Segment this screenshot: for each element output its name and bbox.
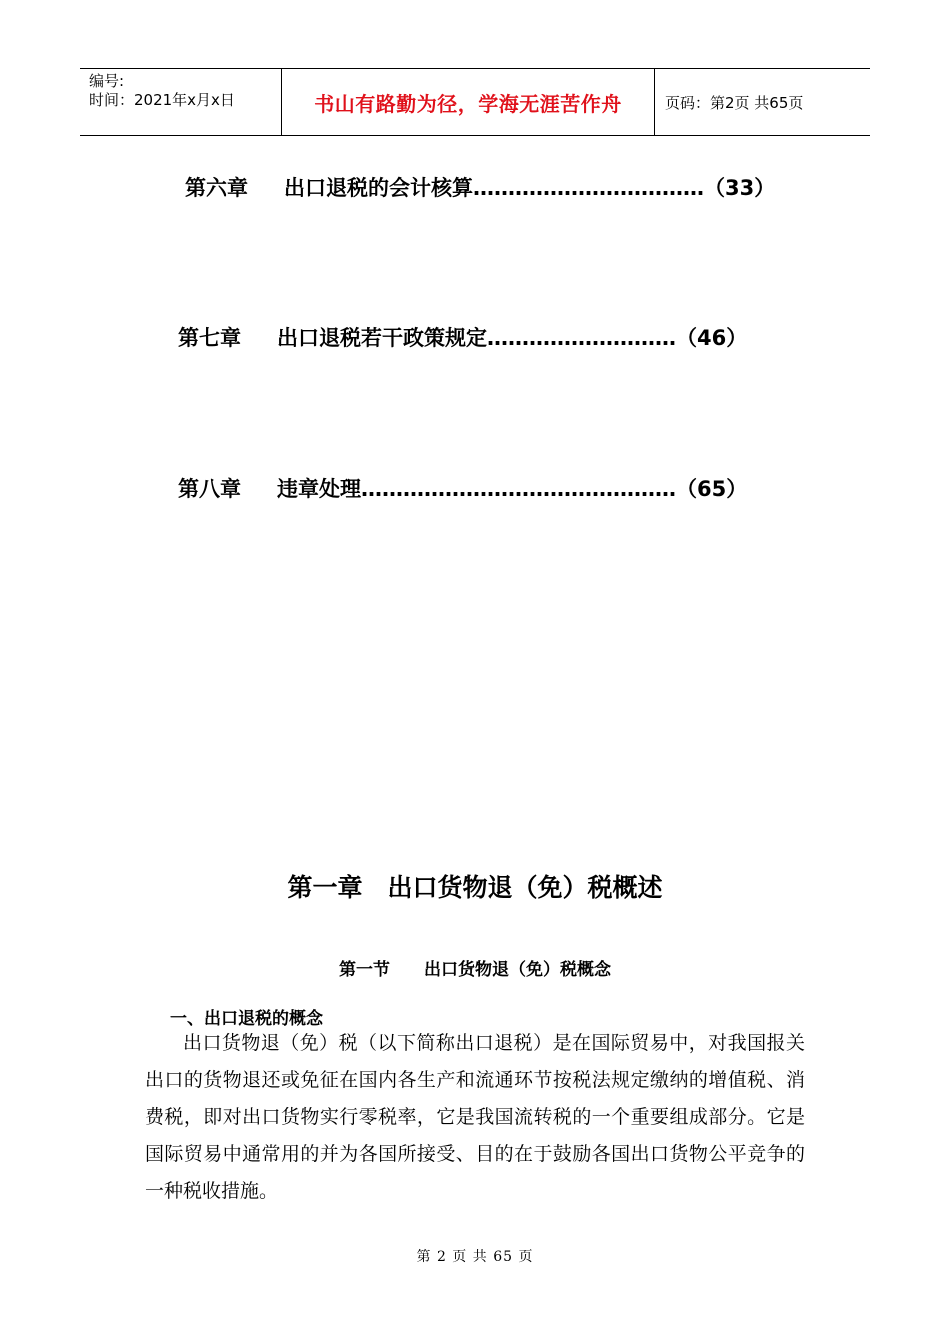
- toc-chapter-number: 第七章: [178, 326, 241, 350]
- header-motto: 书山有路勤为径，学海无涯苦作舟: [282, 69, 655, 135]
- body-paragraph: 出口货物退（免）税（以下简称出口退税）是在国际贸易中，对我国报关出口的货物退还或免征在国内各生产和流通环节按税法规定缴纳的增值税、消费税，即对出口货物实行零税率，它是我国流转税的一个重要组成部分。它是国际贸易中通常用的并为各国所接受、目的在于鼓励各国出口货物公平竞争的一种税收措施。: [145, 1032, 805, 1202]
- page-header: [80, 68, 870, 136]
- toc-entry-chapter-8: [178, 473, 747, 503]
- toc-chapter-title: 出口退税若干政策规定: [277, 326, 487, 350]
- header-number-label: 编号:: [89, 72, 125, 90]
- toc-page-number: （65）: [676, 477, 748, 501]
- toc-entry-chapter-6: [185, 172, 775, 202]
- toc-leader-dots: ………………………………………: [361, 477, 676, 501]
- toc-chapter-title: 违章处理: [277, 477, 361, 501]
- toc-chapter-number: 第八章: [178, 477, 241, 501]
- header-page-info: 页码：第2页 共65页: [665, 93, 804, 112]
- toc-leader-dots: ……………………………: [473, 176, 704, 200]
- toc-chapter-title: 出口退税的会计核算: [284, 176, 473, 200]
- header-meta-cell: [80, 69, 282, 135]
- section-heading: 第一节 出口货物退（免）税概念: [339, 960, 611, 980]
- toc-entry-chapter-7: [178, 322, 747, 352]
- header-time-label: 时间：2021年x月x日: [89, 91, 235, 109]
- page-footer: 第 2 页 共 65 页: [416, 1249, 534, 1265]
- toc-page-number: （33）: [704, 176, 776, 200]
- chapter-heading: 第一章 出口货物退（免）税概述: [287, 873, 663, 902]
- toc-chapter-number: 第六章: [185, 176, 248, 200]
- subsection-heading: 一、出口退税的概念: [170, 1009, 323, 1029]
- toc-page-number: （46）: [676, 326, 748, 350]
- toc-leader-dots: ………………………: [487, 326, 676, 350]
